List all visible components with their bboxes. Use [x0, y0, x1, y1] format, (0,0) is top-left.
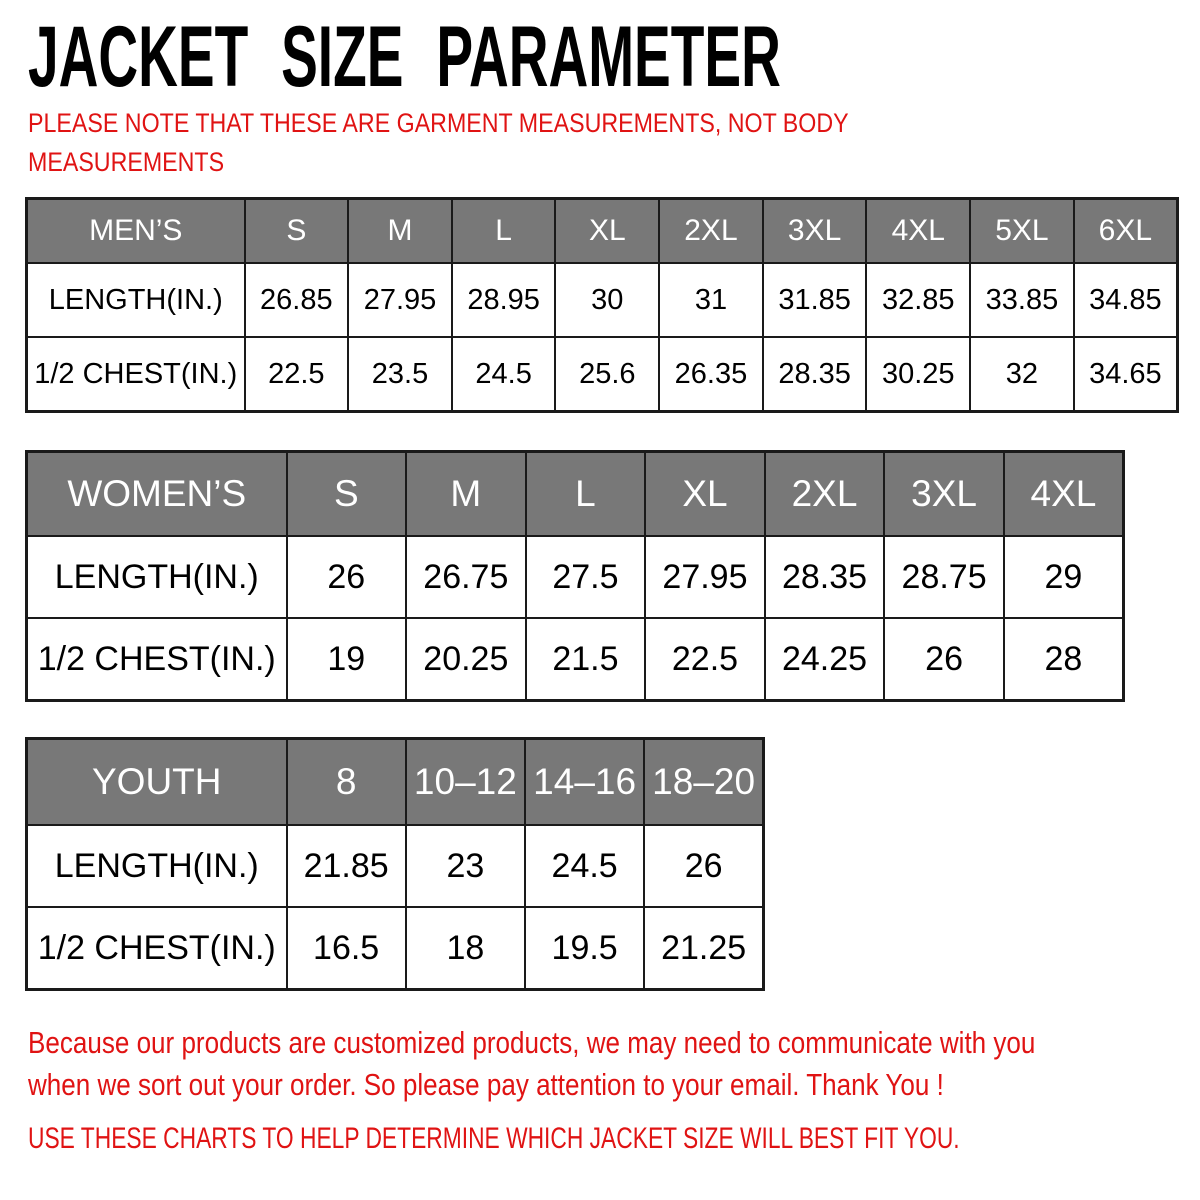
- size-value-cell: 30: [555, 263, 659, 337]
- size-value-cell: 21.85: [287, 825, 406, 907]
- size-col-header: L: [526, 452, 646, 537]
- womens-length-row: [27, 536, 1124, 618]
- customization-notice: [28, 1022, 1035, 1107]
- size-col-header: 5XL: [970, 199, 1074, 264]
- youth-table-title-cell: YOUTH: [27, 739, 287, 826]
- page-title: JACKET SIZE PARAMETER: [28, 9, 781, 105]
- size-value-cell: 23: [406, 825, 525, 907]
- size-col-header: M: [348, 199, 452, 264]
- size-value-cell: 26.85: [245, 263, 349, 337]
- size-col-header: XL: [555, 199, 659, 264]
- size-value-cell: 21.25: [644, 907, 763, 990]
- measure-row-label: 1/2 CHEST(IN.): [27, 618, 287, 701]
- size-value-cell: 23.5: [348, 337, 452, 412]
- mens-header-row: [27, 199, 1178, 264]
- size-col-header: L: [452, 199, 556, 264]
- size-value-cell: 29: [1004, 536, 1124, 618]
- size-value-cell: 30.25: [866, 337, 970, 412]
- size-col-header: S: [245, 199, 349, 264]
- size-value-cell: 18: [406, 907, 525, 990]
- youth-size-table: [25, 737, 765, 991]
- womens-table-title-cell: WOMEN’S: [27, 452, 287, 537]
- size-value-cell: 19.5: [525, 907, 644, 990]
- size-col-header: 3XL: [763, 199, 867, 264]
- size-value-cell: 34.85: [1074, 263, 1178, 337]
- youth-length-row: [27, 825, 764, 907]
- size-value-cell: 26: [644, 825, 763, 907]
- size-col-header: 4XL: [1004, 452, 1124, 537]
- size-col-header: XL: [645, 452, 765, 537]
- size-value-cell: 28.35: [763, 337, 867, 412]
- measure-row-label: LENGTH(IN.): [27, 825, 287, 907]
- size-col-header: M: [406, 452, 526, 537]
- size-value-cell: 26.75: [406, 536, 526, 618]
- size-value-cell: 32.85: [866, 263, 970, 337]
- size-value-cell: 28: [1004, 618, 1124, 701]
- size-value-cell: 31: [659, 263, 763, 337]
- size-col-header: 3XL: [884, 452, 1004, 537]
- mens-chest-row: [27, 337, 1178, 412]
- measure-row-label: 1/2 CHEST(IN.): [27, 907, 287, 990]
- womens-header-row: [27, 452, 1124, 537]
- size-col-header: 6XL: [1074, 199, 1178, 264]
- size-value-cell: 26: [884, 618, 1004, 701]
- chart-usage-note: USE THESE CHARTS TO HELP DETERMINE WHICH JACKET SIZE WILL BEST FIT YOU.: [28, 1122, 960, 1155]
- size-value-cell: 32: [970, 337, 1074, 412]
- mens-size-table: [25, 197, 1179, 413]
- size-value-cell: 25.6: [555, 337, 659, 412]
- measure-row-label: LENGTH(IN.): [27, 263, 245, 337]
- size-col-header: 14–16: [525, 739, 644, 826]
- size-value-cell: 21.5: [526, 618, 646, 701]
- size-col-header: 2XL: [765, 452, 885, 537]
- customization-notice-line-2: when we sort out your order. So please pay attention to your email. Thank You !: [28, 1067, 944, 1103]
- garment-note-line-1: PLEASE NOTE THAT THESE ARE GARMENT MEASUREMENTS, NOT BODY: [28, 108, 849, 138]
- size-value-cell: 28.35: [765, 536, 885, 618]
- womens-size-table: [25, 450, 1125, 702]
- customization-notice-line-1: Because our products are customized products, we may need to communicate with you: [28, 1025, 1036, 1060]
- measure-row-label: 1/2 CHEST(IN.): [27, 337, 245, 412]
- size-value-cell: 22.5: [645, 618, 765, 701]
- size-value-cell: 33.85: [970, 263, 1074, 337]
- size-value-cell: 20.25: [406, 618, 526, 701]
- size-value-cell: 27.5: [526, 536, 646, 618]
- size-value-cell: 27.95: [348, 263, 452, 337]
- youth-chest-row: [27, 907, 764, 990]
- size-value-cell: 26.35: [659, 337, 763, 412]
- size-col-header: 2XL: [659, 199, 763, 264]
- size-col-header: S: [287, 452, 407, 537]
- size-value-cell: 31.85: [763, 263, 867, 337]
- size-col-header: 4XL: [866, 199, 970, 264]
- size-col-header: 8: [287, 739, 406, 826]
- size-value-cell: 28.95: [452, 263, 556, 337]
- garment-measurement-note: [28, 104, 849, 182]
- measure-row-label: LENGTH(IN.): [27, 536, 287, 618]
- size-value-cell: 16.5: [287, 907, 406, 990]
- size-value-cell: 24.25: [765, 618, 885, 701]
- size-value-cell: 19: [287, 618, 407, 701]
- size-col-header: 18–20: [644, 739, 763, 826]
- size-value-cell: 27.95: [645, 536, 765, 618]
- mens-table-title-cell: MEN’S: [27, 199, 245, 264]
- size-value-cell: 22.5: [245, 337, 349, 412]
- size-value-cell: 28.75: [884, 536, 1004, 618]
- size-value-cell: 24.5: [525, 825, 644, 907]
- size-value-cell: 26: [287, 536, 407, 618]
- size-value-cell: 34.65: [1074, 337, 1178, 412]
- youth-header-row: [27, 739, 764, 826]
- garment-note-line-2: MEASUREMENTS: [28, 146, 225, 177]
- womens-chest-row: [27, 618, 1124, 701]
- size-value-cell: 24.5: [452, 337, 556, 412]
- mens-length-row: [27, 263, 1178, 337]
- size-col-header: 10–12: [406, 739, 525, 826]
